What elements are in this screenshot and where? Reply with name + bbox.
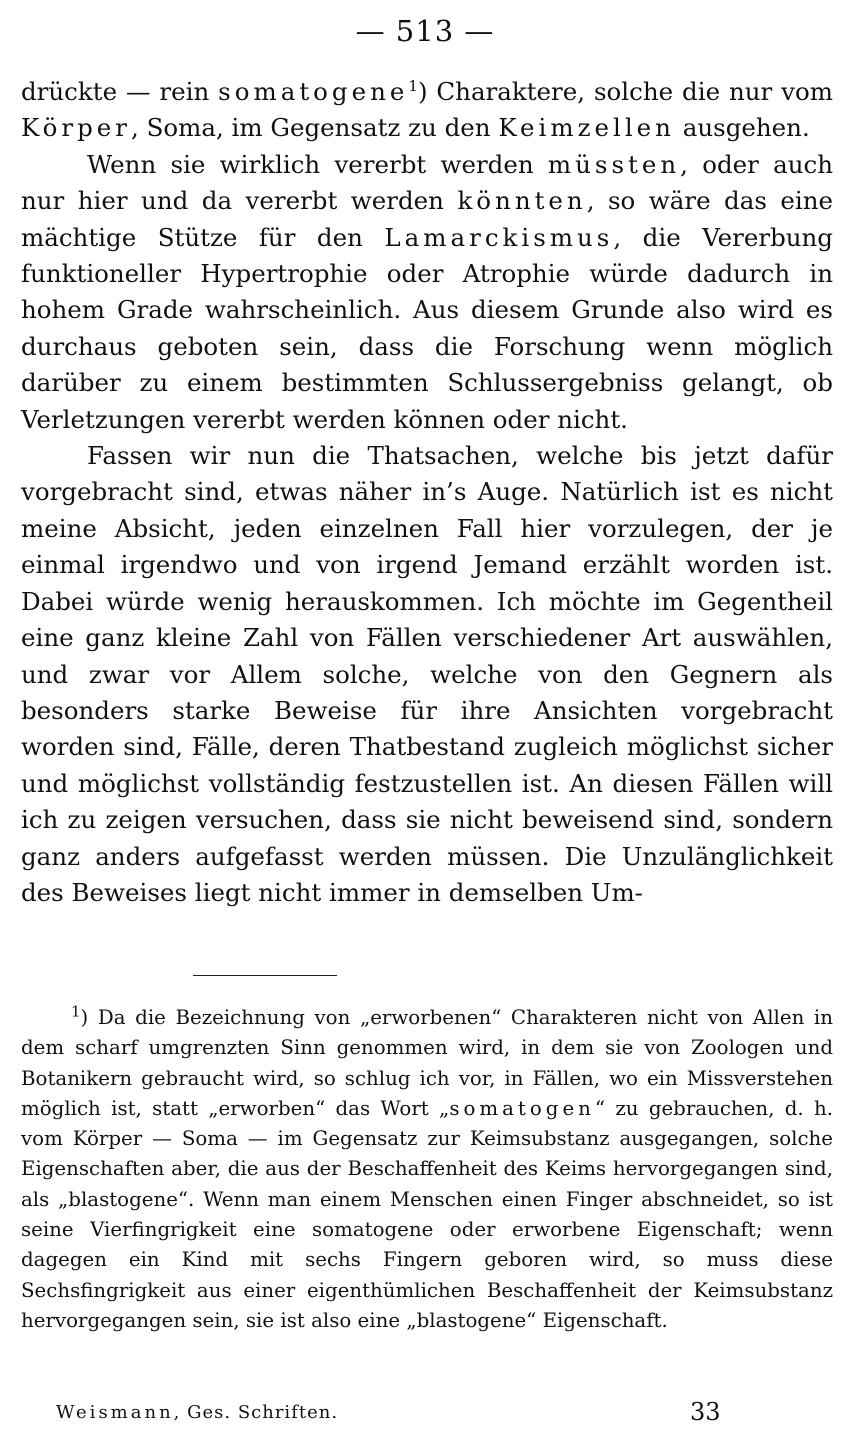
footnote-divider — [193, 975, 337, 976]
paragraph-2: Wenn sie wirklich vererbt werden müssten, oder auch nur hier und da vererbt werden könnten, so wäre das eine mächtige Stütze für den Lamarckismus, die Vererbung funktioneller Hypertrophie oder Atrophie würde dadurch in hohem Grade wahrscheinlich. Aus diesem Grunde also wird es durchaus geboten sein, dass die Forschung wenn möglich darüber zu einem bestimmten Schlussergebniss gelangt, ob Verletzungen vererbt werden können oder nicht. — [21, 149, 834, 434]
spaced-term: müssten — [547, 149, 681, 179]
main-text — [21, 74, 833, 911]
footnote-marker: 1 — [71, 1002, 81, 1021]
paragraph-1: drückte — rein somatogene$^1$) Charaktere, solche die nur vom Körper, Soma, im Gegensatz zu den Keimzellen ausgehen. — [21, 76, 833, 143]
page-number: — 513 — — [355, 14, 495, 48]
footnote: $^1$) Da die Bezeichnung von „erworbenen“ Charakteren nicht von Allen in dem scharf umgrenzten Sinn genommen wird, in dem sie von Zoologen und Botanikern gebraucht wird, so schlug ich vor, in Fällen, wo ein Missverstehen möglich ist, statt „erworben“ das Wort „somatogen“ zu gebrauchen, d. h. vom Körper — Soma — im Gegensatz zur Keimsubstanz ausgegangen, solche Eigenschaften aber, die aus der Beschaffenheit des Keims hervorgegangen sind, als „blastogene“. Wenn man einem Menschen einen Finger abschneidet, so ist seine Vierfingrigkeit eine somatogene oder erworbene Eigenschaft; wenn dagegen ein Kind mit sechs Fingern geboren wird, so muss diese Sechsfingrigkeit aus einer eigenthümlichen Beschaffenheit der Keimsubstanz hervorgegangen sein, sie ist also eine „blastogene“ Eigenschaft. — [21, 1002, 834, 1332]
author-name: Weismann — [56, 1402, 174, 1423]
spaced-term: somatogen — [449, 1096, 595, 1120]
footnote-ref: 1 — [408, 76, 418, 95]
printer-signature: Weismann, Ges. Schriften. — [56, 1402, 339, 1423]
spaced-term: könnten — [457, 186, 587, 216]
spaced-term: somatogene — [218, 77, 409, 106]
spaced-term: Lamarckismus — [384, 222, 614, 252]
paragraph-3: Fassen wir nun die Thatsachen, welche bis jetzt dafür vorgebracht sind, etwas näher in’s Auge. Natürlich ist es nicht meine Absicht, jeden einzelnen Fall hier vorzulegen, der je einmal irgendwo und von irgend Jemand erzählt worden ist. Dabei würde wenig herauskommen. Ich möchte im Gegentheil eine ganz kleine Zahl von Fällen verschiedener Art auswählen, und zwar vor Allem solche, welche von den Gegnern als besonders starke Beweise für ihre Ansichten vorgebracht worden sind, Fälle, deren Thatbestand zugleich möglichst sicher und möglichst vollständig festzustellen ist. An diesen Fällen will ich zu zeigen versuchen, dass sie nicht beweisend sind, sondern ganz anders aufgefasst werden müssen. Die Unzulänglichkeit des Beweises liegt nicht immer in demselben Um- — [21, 441, 833, 907]
sheet-number: 33 — [690, 1398, 721, 1426]
spaced-term: Körper — [21, 113, 132, 143]
spaced-term: Keimzellen — [498, 113, 675, 143]
